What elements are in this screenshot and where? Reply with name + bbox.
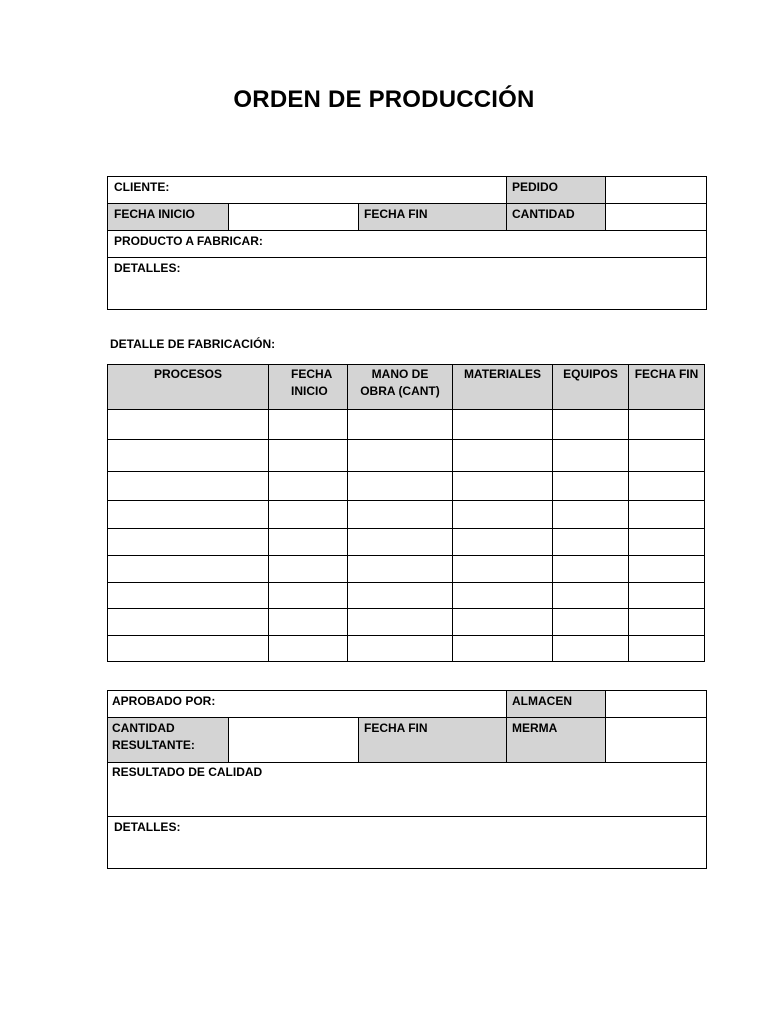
resultado-calidad-field[interactable] (108, 781, 706, 816)
producto-field[interactable] (268, 231, 706, 257)
table-row[interactable] (108, 472, 704, 500)
almacen-label: ALMACEN (512, 694, 572, 708)
header-fecha-fin: FECHA FIN (629, 365, 704, 409)
table-row[interactable] (108, 440, 704, 471)
header-equipos: EQUIPOS (553, 365, 628, 409)
fecha-inicio-label: FECHA INICIO (114, 207, 195, 221)
approval-fecha-fin-label: FECHA FIN (364, 721, 428, 735)
table-row[interactable] (108, 636, 704, 661)
table-row[interactable] (108, 609, 704, 635)
page-title: ORDEN DE PRODUCCIÓN (233, 86, 535, 113)
cantidad-resultante-field[interactable] (229, 718, 358, 762)
detalles-field[interactable] (108, 275, 706, 309)
header-materiales: MATERIALES (453, 365, 552, 409)
resultado-calidad-label: RESULTADO DE CALIDAD (112, 765, 263, 779)
cliente-label: CLIENTE: (114, 180, 170, 194)
header-fecha-inicio: FECHA INICIO (269, 365, 347, 409)
approval-detalles-field[interactable] (108, 835, 706, 868)
fabrication-section-label: DETALLE DE FABRICACIÓN: (110, 337, 276, 351)
detalles-label: DETALLES: (114, 261, 181, 275)
table-row[interactable] (108, 583, 704, 608)
order-info-table (107, 176, 707, 310)
cantidad-resultante-label: CANTIDAD RESULTANTE: (112, 721, 195, 752)
pedido-label: PEDIDO (512, 180, 559, 194)
approval-table (107, 690, 707, 869)
fecha-fin-label: FECHA FIN (364, 207, 428, 221)
almacen-field[interactable] (606, 691, 706, 717)
table-row[interactable] (108, 556, 704, 582)
header-procesos: PROCESOS (108, 365, 268, 409)
merma-field[interactable] (606, 718, 706, 762)
cantidad-label: CANTIDAD (512, 207, 575, 221)
cantidad-field[interactable] (606, 204, 706, 230)
table-row[interactable] (108, 501, 704, 528)
fecha-inicio-field[interactable] (229, 204, 358, 230)
table-row[interactable] (108, 410, 704, 439)
pedido-field[interactable] (606, 177, 706, 203)
producto-label: PRODUCTO A FABRICAR: (114, 234, 263, 248)
header-mano-de-obra: MANO DE OBRA (CANT) (348, 365, 452, 409)
aprobado-label: APROBADO POR: (112, 694, 216, 708)
aprobado-field[interactable] (218, 691, 503, 717)
cliente-field[interactable] (198, 177, 498, 203)
merma-label: MERMA (512, 721, 558, 735)
table-row[interactable] (108, 529, 704, 555)
approval-detalles-label: DETALLES: (114, 820, 181, 834)
fabrication-table (107, 364, 705, 662)
